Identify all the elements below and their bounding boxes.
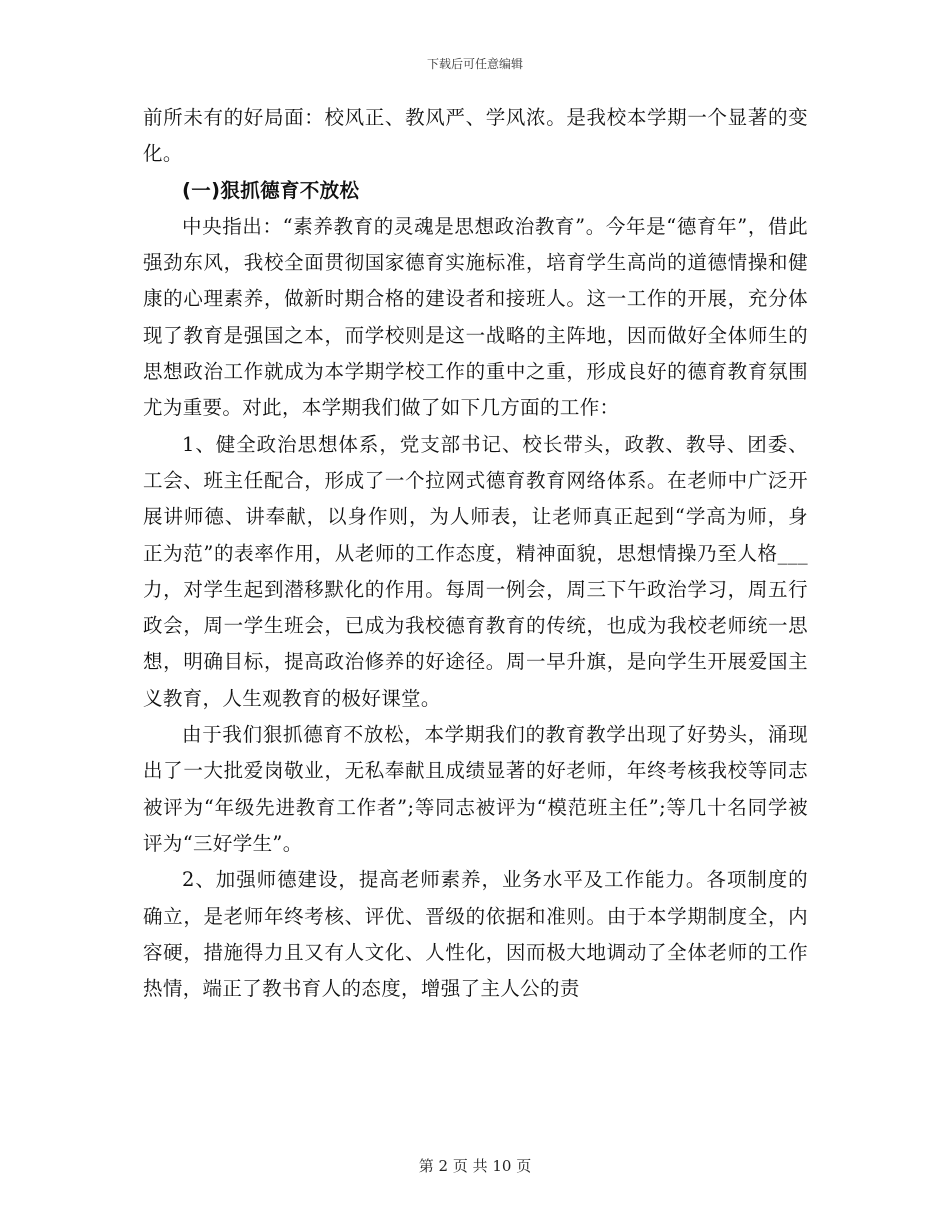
page-header-note: 下载后可任意编辑 (426, 57, 523, 71)
paragraph-results: 由于我们狠抓德育不放松，本学期我们的教育教学出现了好势头，涌现出了一大批爱岗敬业，无私奉献且成绩显著的好老师，年终考核我校等同志被评为“年级先进教育工作者”;等同志被评为“模范班主任”;等几十名同学被评为“三好学生”。 (143, 723, 808, 855)
paragraph-item-2: 2、加强师德建设，提高老师素养，业务水平及工作能力。各项制度的确立，是老师年终考核、评优、晋级的依据和准则。由于本学期制度全，内容硬，措施得力且又有人文化、人性化，因而极大地调动了全体老师的工作热情，端正了教书育人的态度，增强了主人公的责 (143, 868, 808, 1001)
document-body (143, 100, 808, 1007)
paragraph-item-1: 1、健全政治思想体系，党支部书记、校长带头，政教、教导、团委、工会、班主任配合，形成了一个拉网式德育教育网络体系。在老师中广泛开展讲师德、讲奉献，以身作则，为人师表，让老师真正起到“学高为师，身正为范”的表率作用，从老师的工作态度，精神面貌，思想情操乃至人格___力，对学生起到潜移默化的作用。每周一例会，周三下午政治学习，周五行政会，周一学生班会，已成为我校德育教育的传统，也成为我校老师统一思想，明确目标，提高政治修养的好途径。周一早升旗，是向学生开展爱国主义教育，人生观教育的极好课堂。 (143, 432, 808, 710)
section-heading: (一)狠抓德育不放松 (182, 178, 360, 202)
paragraph-moral-education-intro: 中央指出：“素养教育的灵魂是思想政治教育”。今年是“德育年”，借此强劲东风，我校全面贯彻国家德育实施标准，培育学生高尚的道德情操和健康的心理素养，做新时期合格的建设者和接班人。这一工作的开展，充分体现了教育是强国之本，而学校则是这一战略的主阵地，因而做好全体师生的思想政治工作就成为本学期学校工作的重中之重，形成良好的德育教育氛围尤为重要。对此，本学期我们做了如下几方面的工作： (143, 214, 808, 420)
page-number: 第 2 页 共 10 页 (418, 1157, 532, 1175)
paragraph-continuation: 前所未有的好局面：校风正、教风严、学风浓。是我校本学期一个显著的变化。 (143, 106, 808, 166)
